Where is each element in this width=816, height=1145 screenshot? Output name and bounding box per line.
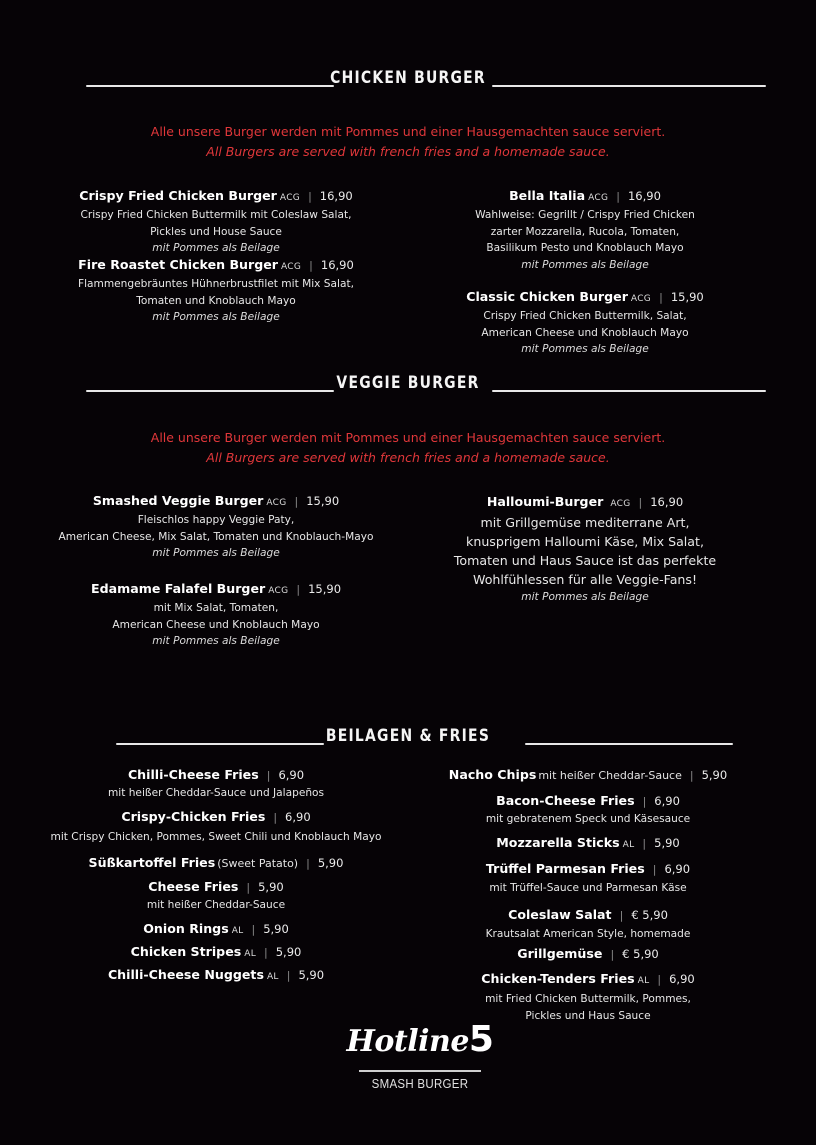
item-description: Crispy Fried Chicken Buttermilk, Salat, <box>483 310 687 322</box>
item-price: 6,90 <box>654 794 680 808</box>
item-name: Classic Chicken Burger <box>466 289 628 304</box>
item-description: Tomaten und Knoblauch Mayo <box>136 294 296 307</box>
price-separator: | <box>642 837 647 850</box>
item-price: 5,90 <box>258 880 284 894</box>
section-title: VEGGIE BURGER <box>336 373 480 393</box>
item-description: Pickles und Haus Sauce <box>525 1009 651 1022</box>
allergen-tag: AL <box>637 976 650 986</box>
side-item <box>420 834 756 854</box>
item-price: 6,90 <box>669 972 695 986</box>
item-side-note: mit Pommes als Beilage <box>152 547 280 559</box>
item-price: € 5,90 <box>622 947 659 961</box>
logo-wordmark <box>340 1020 500 1062</box>
item-description: Wohlfühlessen für alle Veggie-Fans! <box>472 572 698 587</box>
side-item <box>48 920 384 940</box>
divider-line-right <box>492 85 766 87</box>
price-separator: | <box>273 811 278 824</box>
item-name: Fire Roastet Chicken Burger <box>78 257 278 272</box>
item-name: Chilli-Cheese Fries <box>127 767 259 782</box>
item-description: American Cheese, Mix Salat, Tomaten und Knoblauch-Mayo <box>58 530 374 543</box>
side-item <box>48 878 384 914</box>
item-description: American Cheese und Knoblauch Mayo <box>112 618 320 631</box>
item-description: Basilikum Pesto und Knoblauch Mayo <box>486 242 684 254</box>
item-description: mit heißer Cheddar-Sauce und Jalapeños <box>107 787 325 799</box>
item-name: Trüffel Parmesan Fries <box>485 861 645 876</box>
item-price: 16,90 <box>319 189 353 203</box>
allergen-tag: ACG <box>268 586 289 596</box>
allergen-tag: ACG <box>281 262 302 272</box>
side-item <box>48 808 384 846</box>
price-separator: | <box>652 863 657 876</box>
section-header-chicken-burger <box>0 68 816 98</box>
item-description: Pickles und House Sauce <box>150 225 282 238</box>
item-description: mit Grillgemüse mediterrane Art, <box>480 515 690 530</box>
price-separator: | <box>659 291 663 304</box>
item-price: 16,90 <box>650 495 684 509</box>
section-header-veggie-burger <box>0 373 816 403</box>
item-description: American Cheese und Knoblauch Mayo <box>481 326 689 339</box>
notice-english: All Burgers are served with french fries and a homemade sauce. <box>206 144 610 159</box>
item-description: mit Crispy Chicken, Pommes, Sweet Chili und Knoblauch Mayo <box>50 831 382 843</box>
item-price: 6,90 <box>278 768 305 782</box>
side-item <box>48 943 384 963</box>
item-description: mit heißer Cheddar-Sauce <box>146 899 286 911</box>
item-side-note: mit Pommes als Beilage <box>521 258 649 271</box>
item-name: Coleslaw Salat <box>508 907 612 922</box>
item-price: 6,90 <box>664 862 691 876</box>
allergen-tag: ACG <box>266 498 287 508</box>
allergen-tag: ACG <box>610 499 631 509</box>
price-separator: | <box>306 857 310 870</box>
item-price: 5,90 <box>275 945 302 959</box>
menu-item <box>56 187 376 256</box>
item-description: zarter Mozzarella, Rucola, Tomaten, <box>490 225 680 238</box>
item-name: Grillgemüse <box>517 946 603 961</box>
allergen-tag: ACG <box>630 294 652 304</box>
side-item <box>420 860 756 897</box>
item-side-note: mit Pommes als Beilage <box>521 343 649 355</box>
item-side-note: mit Pommes als Beilage <box>152 635 280 647</box>
section-title: BEILAGEN & FRIES <box>325 726 491 746</box>
menu-item <box>16 492 416 561</box>
price-separator: | <box>657 973 662 986</box>
item-name: Bacon-Cheese Fries <box>496 793 635 808</box>
logo-number: 5 <box>468 1019 494 1060</box>
section-header-beilagen-fries <box>0 726 816 756</box>
item-side-note: mit Pommes als Beilage <box>152 242 280 254</box>
item-name: Mozzarella Sticks <box>496 835 620 850</box>
item-description: Crispy Fried Chicken Buttermilk mit Coleslaw Salat, <box>80 209 352 221</box>
allergen-tag: ACG <box>279 193 301 203</box>
menu-item <box>425 187 745 273</box>
served-with-notice <box>0 122 816 162</box>
item-price: 16,90 <box>320 258 354 272</box>
allergen-tag: ACG <box>588 193 609 203</box>
item-description: mit Mix Salat, Tomaten, <box>153 602 279 614</box>
item-name: Onion Rings <box>143 921 229 936</box>
item-name: Smashed Veggie Burger <box>92 493 264 508</box>
item-name: Süßkartoffel Fries <box>88 855 216 870</box>
menu-item <box>425 288 745 357</box>
notice-german: Alle unsere Burger werden mit Pommes und einer Hausgemachten sauce serviert. <box>150 430 666 445</box>
allergen-tag: AL <box>622 840 635 850</box>
side-item <box>48 854 384 873</box>
allergen-tag: AL <box>231 926 244 936</box>
item-price: 5,90 <box>263 922 289 936</box>
item-name: Chicken Stripes <box>130 944 242 959</box>
item-extra-note: (Sweet Patato) <box>217 857 299 870</box>
item-description: Flammengebräuntes Hühnerbrustfilet mit Mix Salat, <box>78 278 354 290</box>
allergen-tag: AL <box>244 949 257 959</box>
item-side-note: mit Pommes als Beilage <box>152 311 280 323</box>
item-name: Bella Italia <box>509 188 586 203</box>
item-price: 5,90 <box>298 968 325 982</box>
price-separator: | <box>642 795 647 808</box>
price-separator: | <box>266 769 271 782</box>
item-name: Crispy Fried Chicken Burger <box>79 188 277 203</box>
item-name: Halloumi-Burger <box>486 494 604 509</box>
item-description: mit gebratenem Speck und Käsesauce <box>485 813 691 825</box>
side-item <box>420 945 756 964</box>
section-title: CHICKEN BURGER <box>330 68 486 88</box>
served-with-notice <box>0 428 816 468</box>
item-extra-note: mit heißer Cheddar-Sauce <box>538 769 682 782</box>
item-description: knusprigem Halloumi Käse, Mix Salat, <box>466 534 704 549</box>
side-item <box>48 966 384 986</box>
price-separator: | <box>689 769 694 782</box>
item-name: Crispy-Chicken Fries <box>121 809 266 824</box>
price-separator: | <box>308 190 312 203</box>
item-price: 5,90 <box>317 856 344 870</box>
item-name: Chilli-Cheese Nuggets <box>107 967 264 982</box>
allergen-tag: AL <box>266 972 279 982</box>
item-price: € 5,90 <box>631 908 668 922</box>
item-price: 15,90 <box>306 494 340 508</box>
item-side-note: mit Pommes als Beilage <box>521 591 649 603</box>
hotline5-logo <box>340 1020 500 1091</box>
price-separator: | <box>309 259 313 272</box>
item-price: 15,90 <box>308 582 342 596</box>
price-separator: | <box>264 946 268 959</box>
item-description: Krautsalat American Style, homemade <box>485 928 691 940</box>
price-separator: | <box>610 948 615 961</box>
item-price: 5,90 <box>654 836 680 850</box>
item-name: Edamame Falafel Burger <box>90 581 266 596</box>
logo-divider <box>359 1070 481 1072</box>
price-separator: | <box>294 495 299 508</box>
price-separator: | <box>246 881 251 894</box>
notice-english: All Burgers are served with french fries and a homemade sauce. <box>206 450 610 465</box>
item-description: Wahlweise: Gegrillt / Crispy Fried Chicken <box>475 209 695 221</box>
price-separator: | <box>251 923 256 936</box>
item-name: Chicken-Tenders Fries <box>481 971 635 986</box>
price-separator: | <box>616 190 620 203</box>
side-item <box>48 766 384 802</box>
item-description: mit Fried Chicken Buttermilk, Pommes, <box>485 993 691 1005</box>
price-separator: | <box>638 496 643 509</box>
price-separator: | <box>286 969 291 982</box>
menu-item <box>56 256 376 325</box>
item-description: Tomaten und Haus Sauce ist das perfekte <box>453 553 717 568</box>
item-description: Fleischlos happy Veggie Paty, <box>137 514 295 526</box>
side-item <box>420 792 756 828</box>
side-item <box>420 766 756 785</box>
menu-item <box>425 493 745 605</box>
item-price: 16,90 <box>627 189 661 203</box>
item-description: mit Trüffel-Sauce und Parmesan Käse <box>489 882 687 894</box>
item-price: 5,90 <box>701 768 728 782</box>
side-item <box>420 970 756 1024</box>
divider-line-right <box>525 743 733 745</box>
side-item <box>420 906 756 943</box>
item-price: 6,90 <box>285 810 311 824</box>
logo-subtitle: SMASH BURGER <box>371 1076 469 1091</box>
item-name: Cheese Fries <box>148 879 239 894</box>
price-separator: | <box>619 909 624 922</box>
menu-item <box>56 580 376 649</box>
item-price: 15,90 <box>670 290 704 304</box>
divider-line-right <box>492 390 766 392</box>
item-name: Nacho Chips <box>448 767 537 782</box>
notice-german: Alle unsere Burger werden mit Pommes und einer Hausgemachten sauce serviert. <box>150 124 666 139</box>
logo-script-text: Hotline <box>346 1024 469 1059</box>
price-separator: | <box>296 583 301 596</box>
